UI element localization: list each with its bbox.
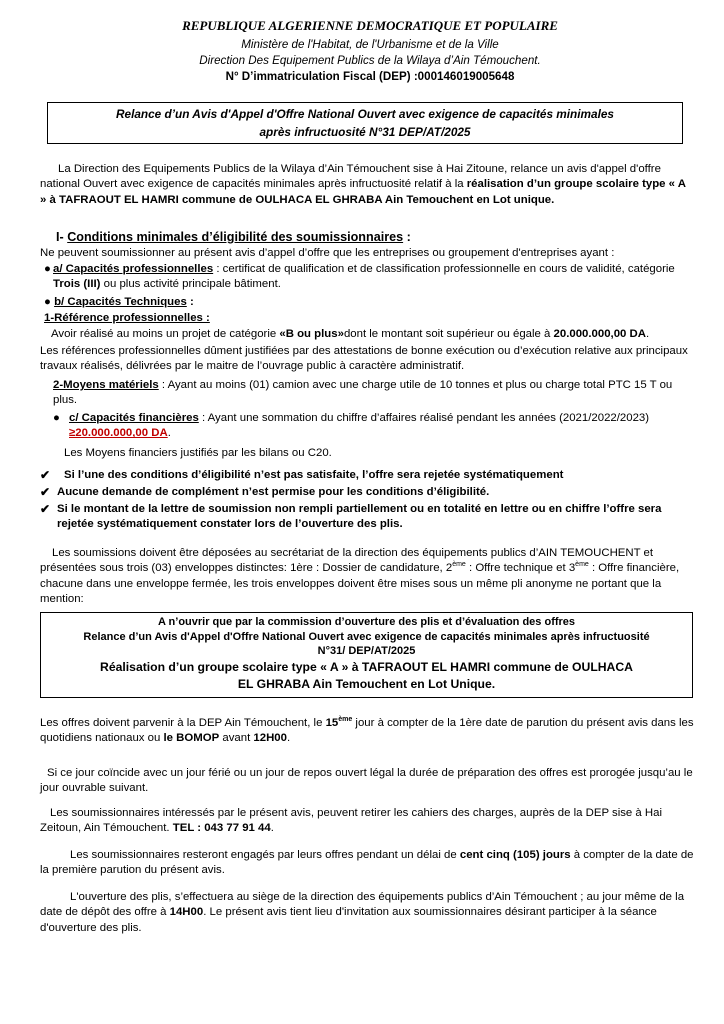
header-direction: Direction Des Equipement Publics de la Wilaya d’Ain Témouchent.: [199, 54, 541, 67]
bullet-icon: ●: [44, 263, 51, 275]
capacity-financial-label: c/ Capacités financières: [69, 412, 199, 424]
material-means: 2-Moyens matériels : Ayant au moins (01) camion avec une charge utile de 10 tonnes et plus ou charge total PTC 15 T ou plus.: [53, 379, 673, 407]
capacity-technical: ● b/ Capacités Techniques :: [44, 296, 194, 308]
mention-line-5: EL GHRABA Ain Temouchent en Lot Unique.: [237, 676, 496, 691]
intro-project: réalisation d’un groupe scolaire type « A » à TAFRAOUT EL HAMRI commune de OULHACA EL GHRABA Ain Temouchent en Lot unique.: [40, 178, 686, 206]
title-line-2: après infructuosité N°31 DEP/AT/2025: [259, 125, 471, 139]
deadline-paragraph: Les offres doivent parvenir à la DEP Ain Témouchent, le 15ème jour à compter de la 1ère date de parution du présent avis dans les quotidiens nationaux ou le BOMOP avant 12H00.: [40, 716, 694, 745]
capacity-financial: ● c/ Capacités financières : Ayant une sommation du chiffre d’affaires réalisé pendant les années (2021/2022/2023) ≥20.000.000,00 DA.: [53, 412, 650, 440]
checkmark-icon: ✔: [40, 468, 51, 482]
bullet-icon: ●: [53, 412, 60, 424]
phone-number: TEL : 043 77 91 44: [172, 822, 271, 835]
mention-line-2: Relance d’un Avis d'Appel d'Offre National Ouvert avec exigence de capacités minimales après infructuosité: [83, 630, 650, 643]
intro-text: La Direction des Equipements Publics de la Wilaya d’Ain Témouchent sise à Hai Zitoune, relance un avis d'appel d'offre national Ouvert avec exigence de capacités minimales après infructuosité relatif à la: [40, 163, 661, 191]
envelope-mention-box: [40, 612, 693, 698]
mention-line-1: A n’ouvrir que par la commission d’ouverture des plis et d’évaluation des offres: [157, 616, 576, 628]
capacity-technical-label: b/ Capacités Techniques: [54, 296, 187, 308]
checkmark-icon: ✔: [40, 502, 51, 516]
intro-paragraph: [40, 162, 695, 208]
bullet-icon: ●: [44, 296, 51, 308]
withdraw-paragraph: Les soumissionnaires intéressés par le présent avis, peuvent retirer les cahiers des charges, auprès de la DEP sise à Hai Zeitoun, Ain Témouchent. TEL : 043 77 91 44.: [40, 807, 663, 835]
section-intro: Ne peuvent soumissionner au présent avis d’appel d’offre que les entreprises ou groupement d'entreprises ayant :: [40, 247, 615, 259]
validity-paragraph: Les soumissionnaires resteront engagés par leurs offres pendant un délai de cent cinq (105) jours à compter de la date de la première parution du présent avis.: [40, 849, 694, 877]
mention-line-4: Réalisation d’un groupe scolaire type « A » à TAFRAOUT EL HAMRI commune de OULHACA: [100, 659, 633, 674]
section-title-text: Conditions minimales d’éligibilité des soumissionnaires: [67, 230, 404, 244]
header-fiscal-number: N° D’immatriculation Fiscal (DEP) :000146019005648: [225, 70, 515, 83]
checkmark-icon: ✔: [40, 485, 51, 499]
list-item: ✔ Si l’une des conditions d’éligibilité n’est pas satisfaite, l’offre sera rejetée systématiquement: [40, 468, 564, 482]
title-line-1: Relance d’un Avis d'Appel d'Offre National Ouvert avec exigence de capacités minimales: [116, 107, 614, 121]
capacity-professional-label: a/ Capacités professionnelles: [53, 263, 214, 275]
references-text: Avoir réalisé au moins un projet de catégorie «B ou plus»dont le montant soit supérieur ou égale à 20.000.000,00 DA.: [51, 328, 650, 340]
material-means-label: 2-Moyens matériels: [53, 379, 159, 391]
opening-paragraph: L'ouverture des plis, s’effectuera au siège de la direction des équipements publics d’Ain Témouchent ; au jour même de la date de dépôt des offre à 14H00. Le présent avis tient lieu d'invitation aux soumissionnaires désirant participer à la séance d'ouverture des plis.: [40, 891, 685, 934]
mention-line-3: N°31/ DEP/AT/2025: [317, 645, 416, 657]
list-item: ✔ Si le montant de la lettre de soumission non rempli partiellement ou en totalité en lettre ou en chiffre l’offre sera rejetée systématiquement constater lors de l’ouverture des plis.: [40, 502, 662, 531]
holiday-paragraph: Si ce jour coïncide avec un jour férié ou un jour de repos ouvert légal la durée de préparation des offres est prorogée jusqu’au le jour ouvrable suivant.: [40, 767, 693, 795]
header-republic: REPUBLIQUE ALGERIENNE DEMOCRATIQUE ET POPULAIRE: [182, 18, 558, 33]
list-item: ✔ Aucune demande de complément n’est permise pour les conditions d’éligibilité.: [40, 485, 490, 499]
financial-amount: ≥20.000.000,00 DA: [69, 427, 168, 440]
conditions-list: [40, 468, 700, 533]
references-justification: Les références professionnelles dûment justifiées par des attestations de bonne exécution ou d’exécution relative aux principaux travaux réalisés, délivrées par le maitre de l’ouvrage public à caractère administratif.: [40, 345, 688, 373]
submission-paragraph: Les soumissions doivent être déposées au secrétariat de la direction des équipements publics d’AIN TEMOUCHENT et présentées sous trois (03) enveloppes distinctes: 1ère : Dossier de candidature, 2ème : Offre technique et 3ème : Offre financière, chacune dans une enveloppe fermée, les trois enveloppes doivent être mises sous un même pli anonyme ne portant que la mention:: [40, 547, 680, 606]
title-box: [47, 102, 683, 144]
capacity-professional: ● a/ Capacités professionnelles : certificat de qualification et de classification professionnelle en cours de validité, catégorie Trois (III) ou plus activité principale bâtiment.: [44, 263, 675, 291]
references-label: 1-Référence professionnelles :: [44, 312, 210, 324]
financial-note: Les Moyens financiers justifiés par les bilans ou C20.: [64, 447, 332, 459]
section-title: I- Conditions minimales d’éligibilité des soumissionnaires :: [56, 230, 411, 244]
header-ministry: Ministère de l'Habitat, de l'Urbanisme et de la Ville: [241, 38, 499, 51]
